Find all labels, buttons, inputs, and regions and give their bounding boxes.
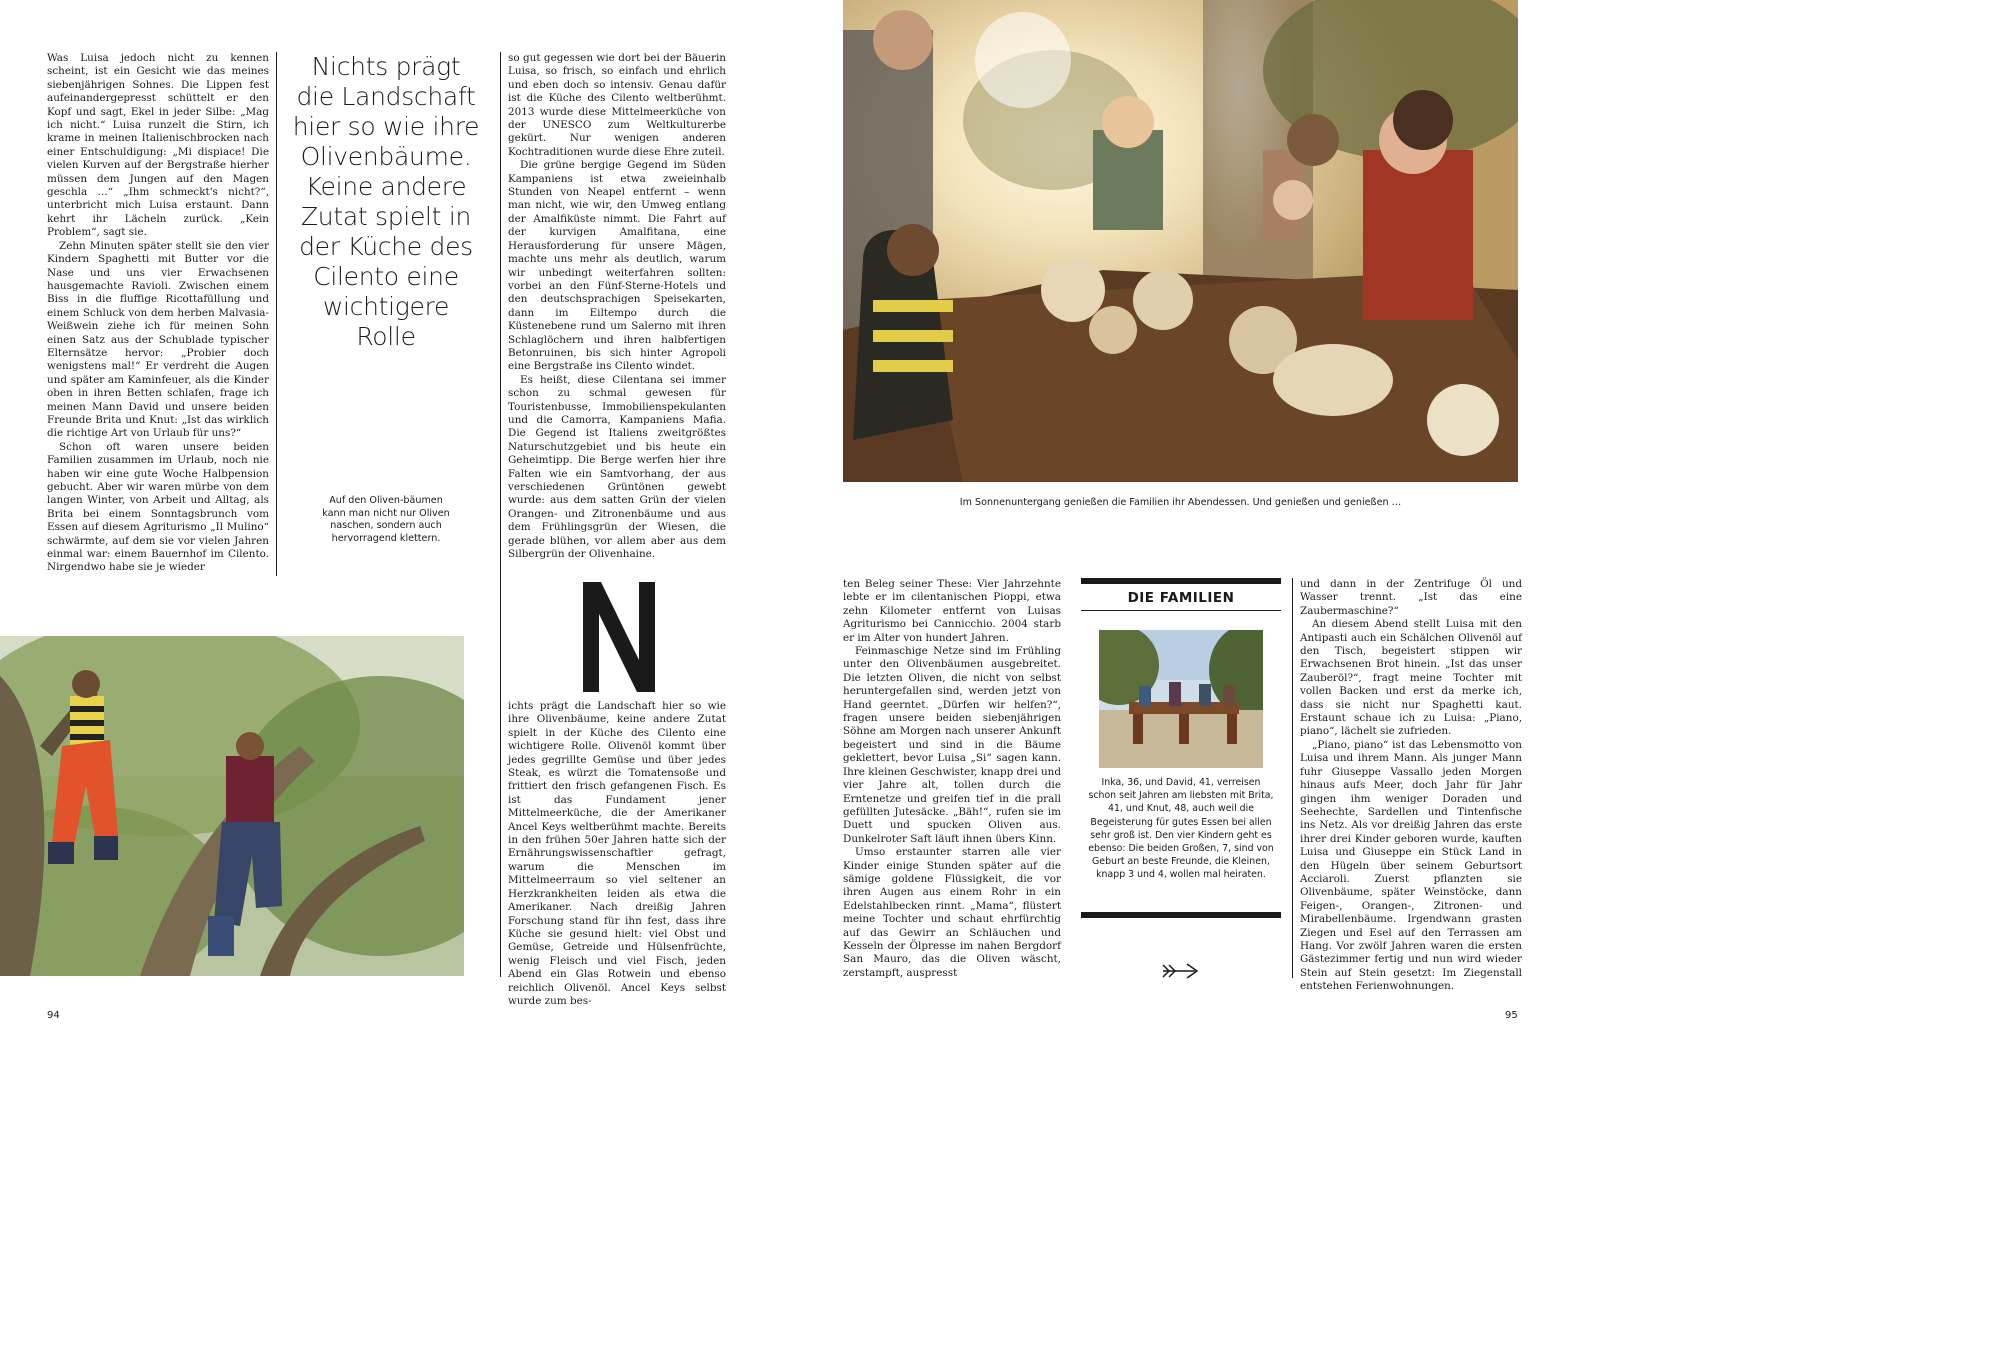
paragraph: Es heißt, diese Cilentana sei immer schon zu schmal gewesen für Touristenbusse, Immobilienspekulanten und die Camorra, Kampaniens Mafia. Die Gegend ist Italiens zweitgrößtes Naturschutzgebiet und bis heute ein Geheimtipp. Die Berge werfen hier ihre Falten wie ein Samtvorhang, der aus verschiedenen Grüntönen gewebt wurde: aus dem satten Grün der vielen Orangen- und Zitronenbäume und aus dem Frühlingsgrün der Wiesen, die gerade blühen, vor allem aber aus dem Silbergrün der Olivenhaine.: [508, 373, 726, 561]
column-rule: [276, 52, 277, 576]
paragraph: Feinmaschige Netze sind im Frühling unter den Olivenbäumen ausgebreitet. Die letzten Oliven, die nicht von selbst heruntergefallen sind, werden jetzt von Hand geerntet. „Dürfen wir helfen?“, fragen unsere beiden siebenjährigen Söhne am Morgen nach unserer Ankunft begeistert und sind in die Bäume geklettert, bevor Luisa „Si“ sagen kann. Ihre kleinen Geschwister, knapp drei und vier Jahre alt, tollen durch die Erntenetze und greifen tief in die prall gefüllten Jutesäcke. „Bäh!“, rufen sie im Duett und spucken Oliven aus. Dunkelroter Saft läuft ihnen übers Kinn.: [843, 645, 1061, 845]
paragraph: An diesem Abend stellt Luisa mit den Antipasti auch ein Schälchen Olivenöl auf den Tisch, begeistert stippen wir Erwachsenen Brot hinein. „Ist das unser Zauberöl?“, fragt meine Tochter mit vollen Backen und erst da merke ich, dass sie nicht nur Spaghetti kaut. Erstaunt schaue ich zu Luisa: „Piano, piano“, lächelt sie zufrieden.: [1300, 618, 1522, 738]
article-column-1: [47, 52, 269, 575]
box-bottom-bar: [1081, 912, 1281, 918]
box-text: Inka, 36, und David, 41, verreisen schon seit Jahren am liebsten mit Brita, 41, und Knut, 48, auch weil die Begeisterung für gutes Essen bei allen sehr groß ist. Den vier Kindern geht es ebenso: Die beiden Großen, 7, sind von Geburt an beste Freunde, die Kleinen, knapp 3 und 4, wollen mal heiraten.: [1088, 777, 1274, 881]
photo-family-dinner: [843, 0, 1518, 482]
paragraph: „Piano, piano“ ist das Lebensmotto von Luisa und ihrem Mann. Als junger Mann fuhr Giuseppe Vassallo jeden Morgen hinaus aufs Meer, doch Jahr für Jahr gingen ihm weniger Doraden und Seehechte, Sardellen und Tintenfische ins Netz. Als vor dreißig Jahren das erste ihrer drei Kinder geboren wurde, kauften Luisa und Giuseppe ein Stück Land in den Hügeln über seinem Geburtsort Acciaroli. Zuerst pflanzten sie Olivenbäume, später Weinstöcke, dann Feigen-, Orangen-, Zitronen- und Mirabellenbäume. Irgendwann grasten Ziegen und Esel auf den Terrassen am Hang. Vor zwölf Jahren waren die ersten Gästezimmer fertig und nun wird wieder Stein auf Stein gesetzt: Im Ziegenstall entstehen Ferienwohnungen.: [1300, 738, 1522, 993]
paragraph: Schon oft waren unsere beiden Familien zusammen im Urlaub, noch nie haben wir eine gute Woche Halbpension gebucht. Aber wir waren mürbe von dem langen Winter, von Arbeit und Alltag, als Brita bei einem Sonntagsbrunch vom Essen auf diesem Agriturismo „Il Mulino“ schwärmte, auf dem sie vor vielen Jahren einmal war: einem Bauernhof im Cilento. Nirgendwo habe sie je wieder: [47, 440, 269, 574]
paragraph: Zehn Minuten später stellt sie den vier Kindern Spaghetti mit Butter vor die Nase und uns vier Erwachsenen hausgemachte Ravioli. Zwischen einem Biss in die fluffige Ricottafüllung und einem Schluck von dem herben Malvasia-Weißwein ziehe ich für meinen Sohn einen Satz aus der Schublade typischer Elternsätze hervor: „Probier doch wenigstens mal!“ Er verdreht die Augen und später am Kaminfeuer, als die Kinder oben in ihren Betten schlafen, frage ich meinen Mann David und unsere beiden Freunde Brita und Knut: „Ist das wirklich die richtige Art von Urlaub für uns?“: [47, 239, 269, 440]
drop-initial: [583, 582, 655, 692]
article-column-6: [1300, 578, 1522, 994]
arrow-right-icon: [1161, 962, 1201, 980]
paragraph: Umso erstaunter starren alle vier Kinder einige Stunden später auf die sämige goldene Flüssigkeit, die vor ihren Augen aus einem Rohr in ein Edelstahlbecken rinnt. „Mama“, flüstert meine Tochter und schaut ehrfürchtig auf das Gewirr an Schläuchen und Kesseln der Ölpresse im nahen Bergdorf San Mauro, das die Oliven wäscht, zerstampft, auspresst: [843, 846, 1061, 979]
paragraph: und dann in der Zentrifuge Öl und Wasser trennt. „Ist das eine Zaubermaschine?“: [1300, 578, 1522, 617]
families-infobox: [1081, 578, 1281, 918]
paragraph: ten Beleg seiner These: Vier Jahrzehnte lebte er im cilentanischen Pioppi, etwa zehn Kilometer entfernt von Luisas Agriturismo bei Cannicchio. 2004 starb er im Alter von hundert Jahren.: [843, 578, 1061, 644]
box-title: DIE FAMILIEN: [1127, 590, 1235, 606]
article-column-3b: [508, 700, 726, 1008]
side-caption: Auf den Oliven-bäumen kann man nicht nur Oliven naschen, sondern auch hervorragend klettern.: [322, 495, 450, 544]
pull-quote: Nichts prägt die Landschaft hier so wie ihre Olivenbäume. Keine andere Zutat spielt in der Küche des Cilento eine wichtigere Rolle: [292, 52, 480, 351]
photo-caption: Im Sonnenuntergang genießen die Familien ihr Abendessen. Und genießen und genießen …: [959, 497, 1402, 508]
column-rule: [1292, 578, 1293, 978]
paragraph: so gut gegessen wie dort bei der Bäuerin Luisa, so frisch, so einfach und ehrlich und eben doch so intensiv. Genau dafür ist die Küche des Cilento weltberühmt. 2013 wurde diese Mittelmeerküche von der UNESCO zum Weltkulturerbe gekürt. Nur wenigen anderen Kochtraditionen wurde diese Ehre zuteil.: [508, 52, 726, 158]
page-number-left: 94: [47, 1010, 60, 1021]
photo-families-group: [1099, 630, 1263, 768]
box-divider: [1081, 610, 1281, 611]
article-column-4: [843, 578, 1061, 980]
column-rule: [500, 52, 501, 977]
article-column-3: [508, 52, 726, 561]
box-top-bar: [1081, 578, 1281, 584]
photo-kids-climbing: [0, 636, 464, 976]
page-number-right: 95: [1505, 1010, 1518, 1021]
paragraph: Was Luisa jedoch nicht zu kennen scheint, ist ein Gesicht wie das meines siebenjährigen Sohnes. Die Lippen fest aufeinandergepresst schüttelt er den Kopf und sagt, Ekel in jeder Silbe: „Mag ich nicht.“ Luisa runzelt die Stirn, ich krame in meinen Italienischbrocken nach einer Entschuldigung: „Mi dispiace! Die vielen Kurven auf der Bergstraße hierher müssen dem Jungen auf den Magen geschla …“ „Ihm schmeckt's nicht?“, unterbricht mich Luisa erstaunt. Dann kehrt ihr Lächeln zurück. „Kein Problem“, sagt sie.: [47, 52, 269, 239]
paragraph: Die grüne bergige Gegend im Süden Kampaniens ist etwa zweieinhalb Stunden von Neapel entfernt – wenn man nicht, wie wir, den Umweg entlang der Amalfiküste nimmt. Die Fahrt auf der kurvigen Amalfitana, eine Herausforderung für unsere Mägen, machte uns mehr als deutlich, warum wir unbedingt weiterfahren sollten: vorbei an den Fünf-Sterne-Hotels und den deutschsprachigen Speisekarten, dann im Eiltempo durch die Küstenebene rund um Salerno mit ihren Schlaglöchern und ihren halbfertigen Betonruinen, bis sich hinter Agropoli eine Bergstraße ins Cilento windet.: [508, 159, 726, 373]
paragraph: ichts prägt die Landschaft hier so wie ihre Olivenbäume, keine andere Zutat spielt in der Küche des Cilento eine wichtigere Rolle. Olivenöl kommt über jedes gegrillte Gemüse und über jedes Steak, es würzt die Tomatensoße und frittiert den frisch gefangenen Fisch. Es ist das Fundament jener Mittelmeerküche, die der Amerikaner Ancel Keys weltberühmt machte. Bereits in den frühen 50er Jahren hatte sich der Ernährungswissenschaftler gefragt, warum die Menschen im Mittelmeerraum so viel seltener an Herzkrankheiten leiden als etwa die Amerikaner. Nach dreißig Jahren Forschung stand für ihn fest, dass ihre Küche sie gesund hielt: viel Obst und Gemüse, Getreide und Hülsenfrüchte, wenig Fleisch und viel Fisch, jeden Abend ein Glas Rotwein und ebenso reichlich Olivenöl. Ancel Keys selbst wurde zum bes-: [508, 700, 726, 1007]
